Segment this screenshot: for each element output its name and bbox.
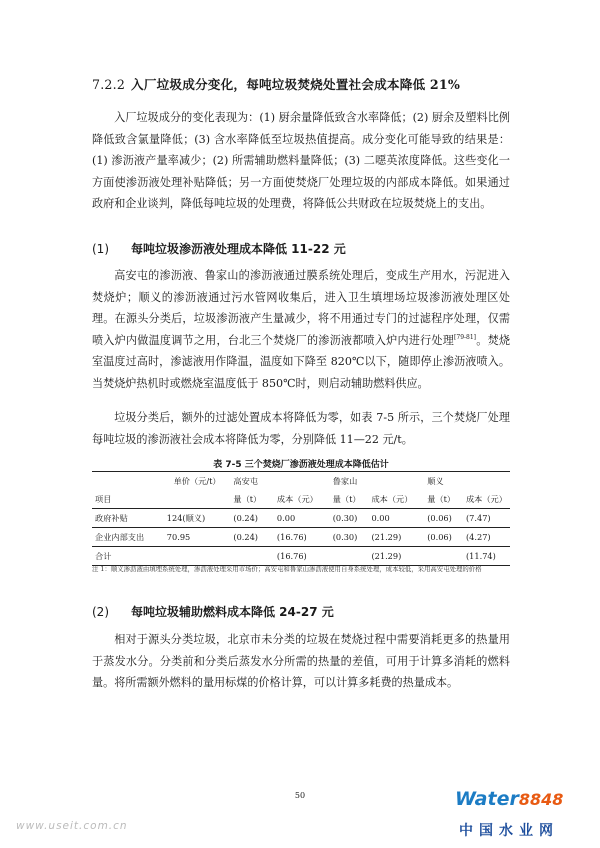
cell-qty: (0.24)	[230, 528, 274, 547]
cell-cost: 0.00	[274, 509, 330, 528]
cell-qty: (0.30)	[330, 528, 369, 547]
subheading-title: 每吨垃圾渗沥液处理成本降低 11-22 元	[131, 242, 346, 256]
watermark-url: www.useit.com.cn	[16, 820, 128, 832]
header-plant-gaoantun: 高安屯	[230, 472, 329, 491]
logo-chinese-name: 中国水业网	[459, 823, 559, 839]
section-heading	[92, 74, 532, 93]
water8848-logo	[455, 788, 595, 846]
cell-cost: (16.76)	[274, 528, 330, 547]
paragraph-fuel-cost: 相对于源头分类垃圾，北京市未分类的垃圾在焚烧过程中需要消耗更多的热量用于蒸发水分。分类前和分类后蒸发水分所需的热量的差值，可用于计算多消耗的燃料量。将所需额外燃料的量用标煤的价格计算，可以计算多耗费的热量成本。	[92, 633, 510, 690]
logo-digits: 8848	[518, 790, 564, 809]
header-plant-shunyi: 顺义	[424, 472, 510, 491]
subheading-fuel	[92, 603, 334, 620]
page-number: 50	[294, 791, 306, 800]
cell-total-cost: (16.76)	[274, 547, 330, 566]
table-caption: 表 7-5 三个焚烧厂渗沥液处理成本降低估计	[213, 460, 389, 470]
table-header-row	[92, 472, 510, 491]
leachate-cost-table	[92, 471, 510, 566]
paragraph-leachate-treatment	[92, 265, 510, 395]
header-cost: 成本（元）	[371, 493, 413, 504]
header-qty: 量（t）	[332, 493, 361, 504]
cell-total-label: 合计	[92, 547, 164, 566]
table-subheader-row	[92, 490, 510, 509]
header-unit-price: 单价（元/t）	[164, 472, 231, 491]
logo-word: Water	[455, 788, 519, 810]
cell-total-cost: (11.74)	[463, 547, 510, 566]
cell-cost: (7.47)	[463, 509, 510, 528]
cell-cost: (21.29)	[368, 528, 424, 547]
leachate-text-part2: 。焚烧室温度过高时，渗滤液用作降温，温度如下降至 820℃以下，随即停止渗沥液喷入。当焚烧炉热机时或燃烧室温度低于 850℃时，则启动辅助燃料供应。	[92, 333, 510, 390]
subheading-index: (2)	[92, 605, 109, 619]
cell-item: 政府补贴	[92, 509, 164, 528]
paragraph-composition-change: 入厂垃圾成分的变化表现为：(1) 厨余量降低致含水率降低；(2) 厨余及塑料比例降低致含氯量降低；(3) 含水率降低至垃圾热值提高。成分变化可能导致的结果是：(1) 渗沥液产量率减少；(2) 所需辅助燃料量降低；(3) 二噁英浓度降低。这些变化一方面使渗沥液处理补贴降低；另一方面使焚烧厂处理垃圾的内部成本降低。如果通过政府和企业谈判，降低每吨垃圾的处理费，将降低公共财政在垃圾焚烧上的支出。	[92, 111, 510, 211]
header-qty: 量（t）	[233, 493, 262, 504]
section-title-text: 入厂垃圾成分变化，每吨垃圾焚烧处置社会成本降低 21%	[131, 77, 460, 92]
cell-qty: (0.06)	[424, 528, 463, 547]
cell-qty: (0.06)	[424, 509, 463, 528]
subheading-leachate	[92, 240, 346, 257]
header-item: 项目	[95, 493, 112, 504]
citation-ref: [79-81]	[454, 333, 477, 341]
header-cost: 成本（元）	[276, 493, 318, 504]
header-qty: 量（t）	[427, 493, 456, 504]
cell-total-cost: (21.29)	[368, 547, 424, 566]
table-row	[92, 509, 510, 528]
subheading-index: (1)	[92, 242, 109, 256]
cell-qty: (0.24)	[230, 509, 274, 528]
table-note: 注 1：顺义渗沥液由填埋系统处理，渗沥液处理采用市场价；高安屯和鲁家山渗沥液使用自身系统处理，成本较低，采用高安屯处理的价格	[92, 565, 482, 573]
header-plant-lujiashan: 鲁家山	[330, 472, 425, 491]
paragraph-table-intro: 垃圾分类后，额外的过滤处置成本将降低为零，如表 7-5 所示，三个焚烧厂处理每吨垃圾的渗沥液社会成本将降低为零，分别降低 11—22 元/t。	[92, 411, 510, 446]
cell-cost: (4.27)	[463, 528, 510, 547]
section-number: 7.2.2	[92, 77, 126, 92]
subheading-title: 每吨垃圾辅助燃料成本降低 24-27 元	[131, 605, 334, 619]
cell-price: 124(顺义)	[164, 509, 231, 528]
cell-item: 企业内部支出	[92, 528, 164, 547]
leachate-text-part1: 高安屯的渗沥液、鲁家山的渗沥液通过膜系统处理后，变成生产用水，污泥进入焚烧炉；顺义的渗沥液通过污水管网收集后，进入卫生填埋场垃圾渗沥液处理区处理。在源头分类后，垃圾渗沥液产生量减少，将不用通过专门的过滤程序处理，仅需喷入炉内做温度调节之用，台北三个焚烧厂的渗沥液都喷入炉内进行处理	[92, 269, 510, 347]
header-cost: 成本（元）	[465, 493, 507, 504]
cell-qty: (0.30)	[330, 509, 369, 528]
cell-price: 70.95	[164, 528, 231, 547]
cell-cost: 0.00	[368, 509, 424, 528]
table-row	[92, 528, 510, 547]
